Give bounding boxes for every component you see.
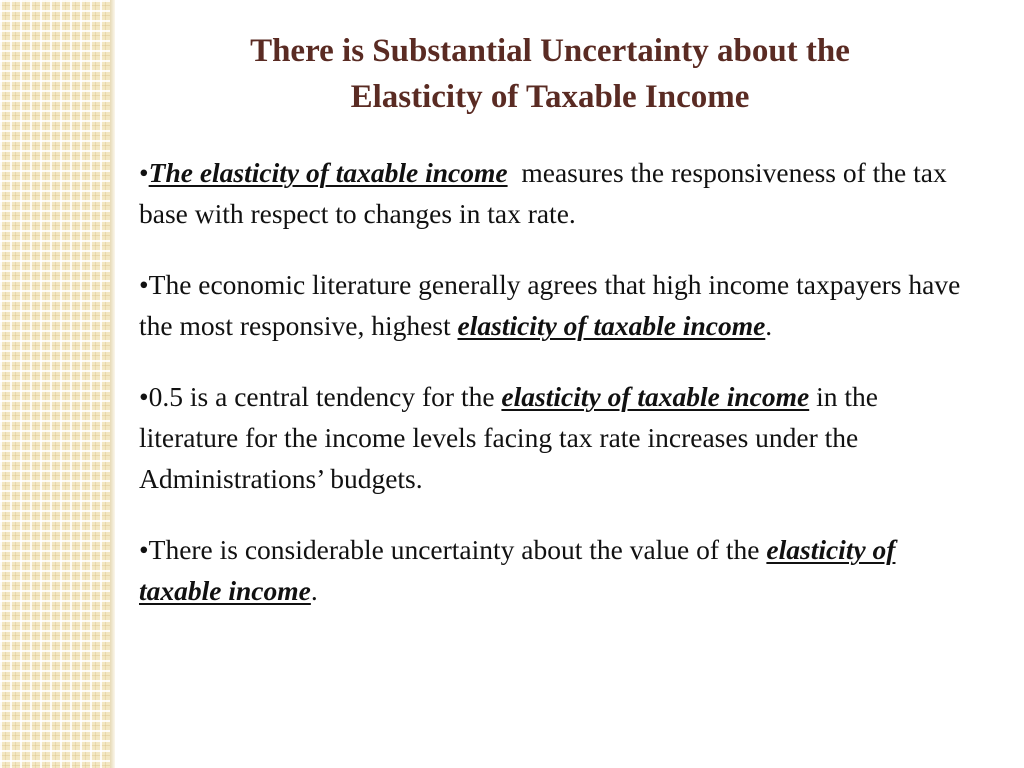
bullet-marker: • xyxy=(139,534,149,565)
bullet-marker: • xyxy=(139,381,149,412)
bullet-item-definition xyxy=(139,152,979,234)
bullet-text: measures the responsiveness of the tax base with respect to changes in tax rate. xyxy=(139,157,954,229)
decorative-side-pattern xyxy=(0,0,110,768)
emphasized-term: elasticity of taxable income xyxy=(501,381,810,412)
bullet-item-central-tendency xyxy=(139,376,979,499)
bullet-marker: • xyxy=(139,269,149,300)
decorative-side-edge xyxy=(110,0,115,768)
emphasized-term: elasticity of taxable income xyxy=(457,310,766,341)
bullet-text-end: . xyxy=(765,310,773,341)
slide-title-line-2: Elasticity of Taxable Income xyxy=(350,79,750,115)
bullet-item-literature xyxy=(139,264,979,346)
bullet-text: The economic literature generally agrees that high income taxpayers have the most responsive, highest xyxy=(139,269,961,341)
slide-title xyxy=(150,28,950,120)
emphasized-term: The elasticity of taxable income xyxy=(148,157,508,188)
bullet-text: 0.5 is a central tendency for the xyxy=(148,381,502,412)
slide-title-line-1: There is Substantial Uncertainty about the xyxy=(250,33,850,69)
bullet-item-uncertainty xyxy=(139,529,979,611)
bullet-text-end: in the literature for the income levels facing tax rate increases under the Administrations’ budgets. xyxy=(139,381,878,494)
bullet-text-end: . xyxy=(310,575,318,606)
bullet-list xyxy=(139,152,979,641)
bullet-marker: • xyxy=(139,157,149,188)
emphasized-term: elasticity of taxable income xyxy=(139,534,896,606)
bullet-text: There is considerable uncertainty about the value of the xyxy=(148,534,767,565)
